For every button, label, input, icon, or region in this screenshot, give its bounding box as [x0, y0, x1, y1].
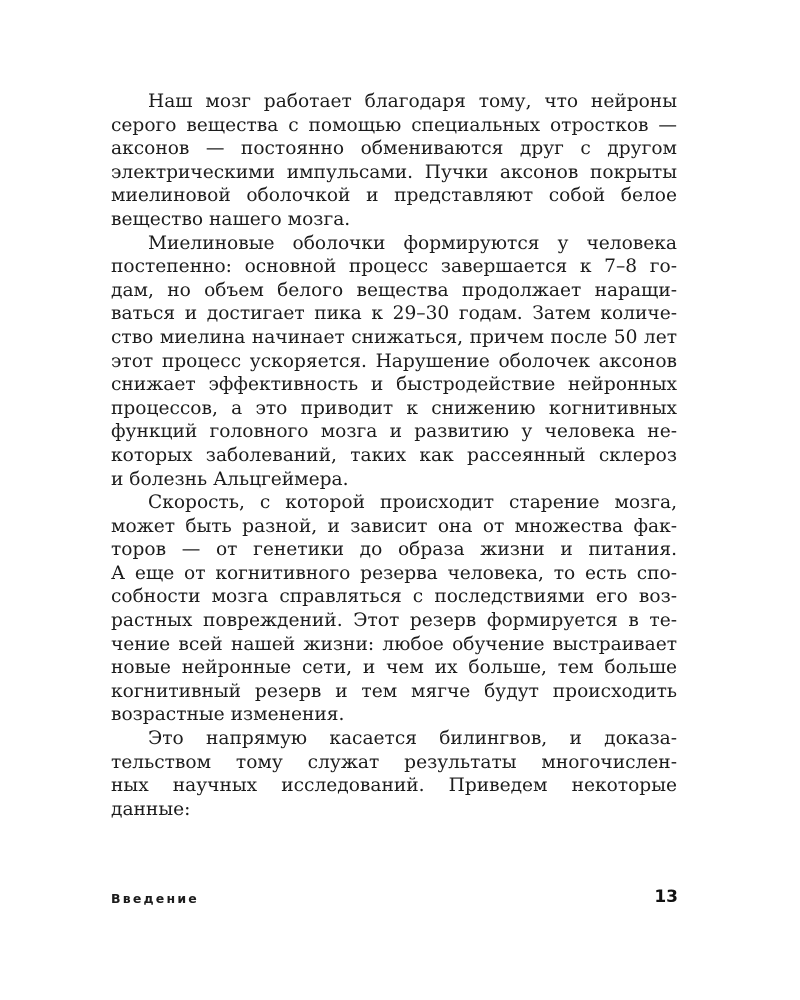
text-line: постепенно: основной процесс завершается к 7–8 го- [111, 256, 677, 278]
text-line: дам, но объем белого вещества продолжает наращи- [111, 279, 677, 301]
text-line: которых заболеваний, таких как рассеянный склероз [111, 444, 677, 466]
text-line: серого вещества с помощью специальных отростков — [111, 114, 677, 136]
running-footer-section-title: Введение [111, 891, 199, 906]
text-line: вещество нашего мозга. [111, 208, 351, 230]
paragraph-2 [111, 232, 677, 492]
text-line: аксонов — постоянно обмениваются друг с другом [111, 138, 677, 160]
text-line: миелиновой оболочкой и представляют собой белое [111, 185, 677, 207]
paragraph-4 [111, 727, 677, 821]
text-line: может быть разной, и зависит она от множества фак- [111, 515, 677, 537]
text-line: когнитивный резерв и тем мягче будут происходить [111, 680, 677, 702]
paragraph-3 [111, 491, 677, 727]
text-line: А еще от когнитивного резерва человека, то есть спо- [111, 562, 677, 584]
text-line: ных научных исследований. Приведем некоторые [111, 775, 677, 797]
text-line: ваться и достигает пика к 29–30 годам. Затем количе- [111, 303, 677, 325]
text-line: функций головного мозга и развитию у человека не- [111, 421, 677, 443]
text-line: Наш мозг работает благодаря тому, что нейроны [148, 91, 677, 112]
text-line: чение всей нашей жизни: любое обучение выстраивает [111, 633, 677, 655]
text-line: Это напрямую касается билингвов, и доказа- [148, 728, 677, 750]
text-line: растных повреждений. Этот резерв формируется в те- [111, 610, 677, 632]
text-line: электрическими импульсами. Пучки аксонов покрыты [111, 161, 677, 183]
text-line: новые нейронные сети, и чем их больше, тем больше [111, 657, 677, 679]
paragraph-1 [111, 90, 677, 232]
text-line: и болезнь Альцгеймера. [111, 468, 349, 490]
text-line: торов — от генетики до образа жизни и питания. [111, 539, 677, 561]
text-line: этот процесс ускоряется. Нарушение оболочек аксонов [111, 350, 677, 372]
body-text [111, 90, 677, 821]
text-line: возрастные изменения. [111, 704, 345, 726]
text-line: Скорость, с которой происходит старение мозга, [148, 492, 677, 514]
text-line: Миелиновые оболочки формируются у человека [148, 232, 677, 254]
text-line: снижает эффективность и быстродействие нейронных [111, 374, 677, 396]
text-line: собности мозга справляться с последствиями его воз- [111, 586, 677, 608]
text-line: ство миелина начинает снижаться, причем после 50 лет [111, 326, 677, 348]
text-line: процессов, а это приводит к снижению когнитивных [111, 397, 677, 419]
text-line: тельством тому служат результаты многочислен- [111, 751, 677, 773]
page-number: 13 [654, 887, 678, 907]
text-line: данные: [111, 798, 191, 820]
